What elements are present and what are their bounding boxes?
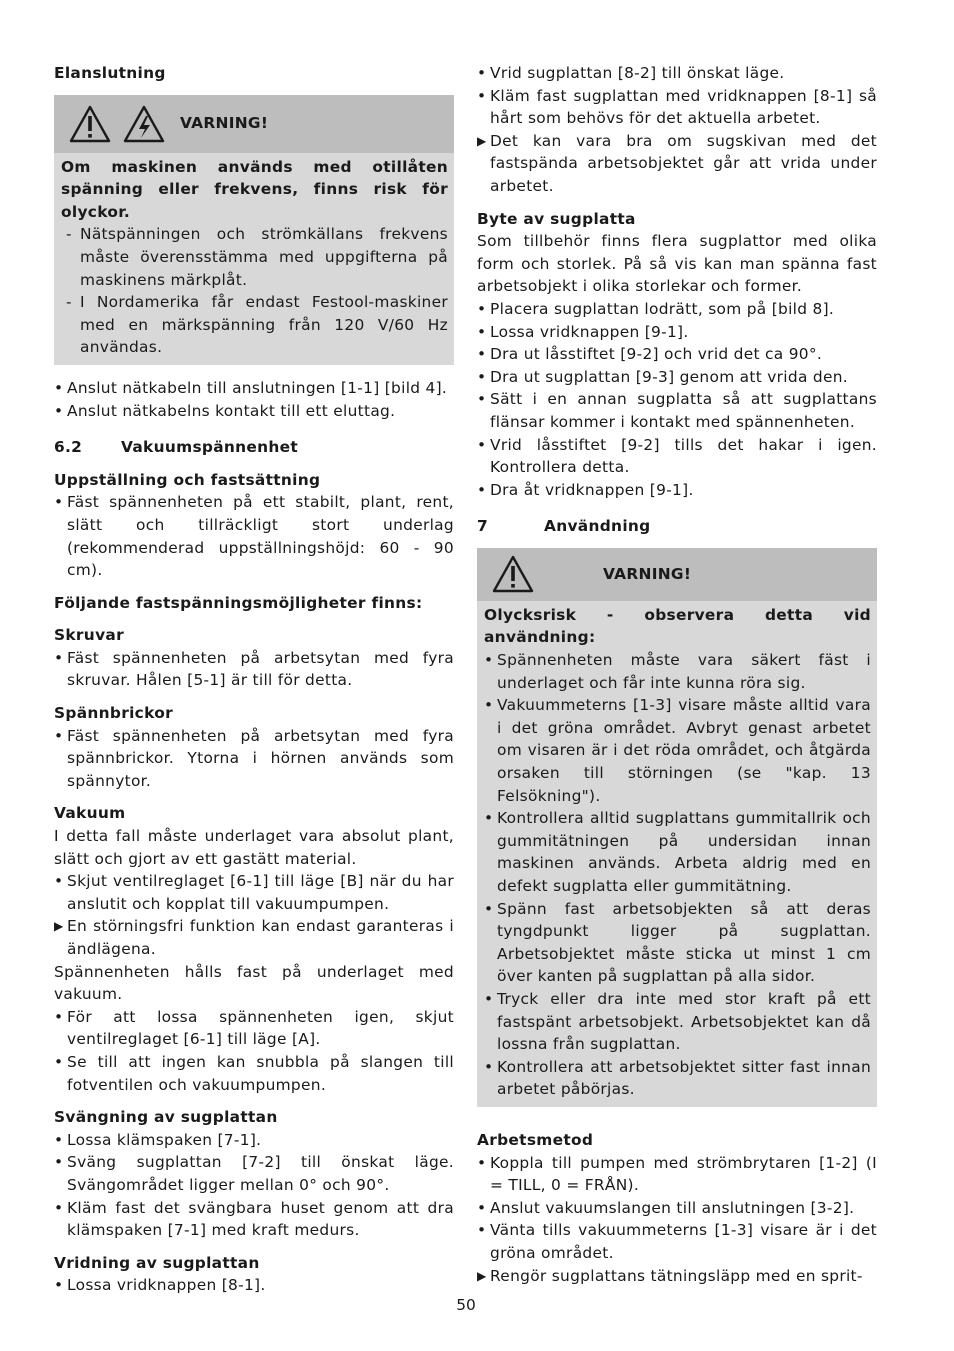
bullet-marker: • bbox=[484, 696, 494, 715]
bullet-marker: • bbox=[477, 299, 487, 318]
list-item bbox=[477, 1219, 877, 1264]
section-number: 6.2 bbox=[54, 438, 83, 457]
arrow-icon: ▶ bbox=[54, 919, 64, 934]
list-item bbox=[54, 491, 454, 581]
result-item bbox=[477, 1265, 877, 1288]
arrow-icon: ▶ bbox=[477, 1268, 487, 1283]
electric-hazard-icon bbox=[122, 104, 166, 144]
list-item-text: För att lossa spännenheten igen, skjut ventilreglaget [6-1] till läge [A]. bbox=[67, 1007, 454, 1049]
list-item-text: Fäst spännenheten på arbetsytan med fyra spännbrickor. Ytorna i hörnen används som spännytor. bbox=[67, 726, 454, 790]
section-heading-7 bbox=[477, 515, 877, 538]
warning-item bbox=[484, 649, 871, 694]
bullet-marker: • bbox=[484, 899, 494, 918]
list-item-text: Sätt i en annan sugplatta så att sugplattans flänsar kommer i kontakt med spännenheten. bbox=[490, 390, 877, 431]
list-item-text: Lossa vridknappen [9-1]. bbox=[490, 322, 689, 341]
subheading: Svängning av sugplattan bbox=[54, 1108, 278, 1127]
section-number: 7 bbox=[477, 517, 489, 536]
warning-item bbox=[61, 223, 448, 291]
list-item-text: Koppla till pumpen med strömbrytaren [1-2] (I = TILL, 0 = FRÅN). bbox=[490, 1153, 877, 1195]
list-item bbox=[54, 1129, 454, 1152]
list-item-text: Se till att ingen kan snubbla på slangen till fotventilen och vakuumpumpen. bbox=[67, 1052, 454, 1094]
paragraph: Som tillbehör finns flera sugplattor med olika form och storlek. På så vis kan man spänna fast arbetsobjekt i olika storlekar och former. bbox=[477, 232, 877, 296]
warning-header bbox=[477, 548, 877, 601]
bullet-marker: • bbox=[54, 648, 64, 667]
warning-triangle-icon bbox=[68, 104, 112, 144]
warning-item bbox=[484, 694, 871, 807]
bullet-marker: • bbox=[54, 872, 64, 891]
bullet-marker: • bbox=[484, 989, 494, 1008]
warning-item-text: Spännenheten måste vara säkert fäst i underlaget och får inte kunna röra sig. bbox=[497, 651, 871, 692]
bullet-marker: • bbox=[54, 1198, 64, 1217]
list-item-text: Placera sugplattan lodrätt, som på [bild 8]. bbox=[490, 299, 835, 318]
bullet-marker: • bbox=[477, 1153, 487, 1172]
list-item-text: Rengör sugplattans tätningsläpp med en sprit- bbox=[490, 1266, 863, 1285]
list-item-text: Anslut nätkabeln till anslutningen [1-1] [bild 4]. bbox=[67, 378, 448, 397]
list-item-text: Vrid låsstiftet [9-2] tills det hakar i igen. Kontrollera detta. bbox=[490, 435, 877, 477]
bullet-marker: • bbox=[54, 1052, 64, 1071]
list-item bbox=[477, 85, 877, 130]
warning-item bbox=[484, 988, 871, 1056]
list-item bbox=[477, 321, 877, 344]
list-item-text: En störningsfri funktion kan endast garanteras i ändlägena. bbox=[67, 917, 454, 958]
subheading: Vakuum bbox=[54, 804, 126, 823]
list-item bbox=[477, 434, 877, 479]
warning-body bbox=[54, 153, 454, 365]
result-item bbox=[54, 915, 454, 960]
list-item bbox=[54, 377, 454, 400]
list-item bbox=[477, 343, 877, 366]
warning-box-usage bbox=[477, 548, 877, 1107]
page-number: 50 bbox=[456, 1296, 476, 1314]
paragraph: I detta fall måste underlaget vara absolut plant, slätt och gjort av ett gastätt material. bbox=[54, 827, 454, 868]
list-item bbox=[54, 1006, 454, 1051]
section-title: Användning bbox=[544, 517, 651, 536]
list-item-text: Lossa klämspaken [7-1]. bbox=[67, 1130, 262, 1149]
bullet-marker: • bbox=[54, 1130, 64, 1149]
warning-item-text: Tryck eller dra inte med stor kraft på ett fastspänt arbetsobjekt. Arbetsobjektet kan då lossna från sugplattan. bbox=[497, 989, 871, 1054]
list-item-text: Anslut nätkabelns kontakt till ett eluttag. bbox=[67, 401, 396, 420]
list-item bbox=[54, 647, 454, 692]
warning-item bbox=[484, 898, 871, 988]
list-item bbox=[54, 1051, 454, 1096]
bullet-marker: • bbox=[484, 809, 494, 828]
bullet-marker: • bbox=[54, 1153, 64, 1172]
bullet-marker: • bbox=[54, 493, 64, 512]
bullet-marker: • bbox=[477, 1221, 487, 1240]
list-item bbox=[54, 870, 454, 915]
dash-marker: - bbox=[66, 225, 72, 244]
warning-intro: Om maskinen används med otillåten spänning eller frekvens, finns risk för olyckor. bbox=[61, 157, 448, 221]
warning-title: VARNING! bbox=[603, 565, 692, 584]
warning-item-text: I Nordamerika får endast Festool-maskiner med en märkspänning från 120 V/60 Hz användas. bbox=[80, 293, 448, 357]
subheading: Vridning av sugplattan bbox=[54, 1253, 260, 1272]
warning-item-text: Nätspänningen och strömkällans frekvens måste överensstämma med uppgifterna på maskinens märkplåt. bbox=[80, 225, 448, 289]
right-column bbox=[477, 62, 877, 1287]
list-item bbox=[54, 1151, 454, 1196]
list-item-text: Fäst spännenheten på ett stabilt, plant, rent, slätt och tillräckligt stort underlag (rekommenderad uppställningshöjd: 60 - 90 cm). bbox=[67, 493, 454, 580]
list-item-text: Lossa vridknappen [8-1]. bbox=[67, 1276, 266, 1295]
list-item-text: Det kan vara bra om sugskivan med det fastspända arbetsobjektet går att vrida under arbetet. bbox=[490, 131, 877, 195]
list-item bbox=[477, 479, 877, 502]
list-item-text: Dra åt vridknappen [9-1]. bbox=[490, 480, 694, 499]
subheading: Arbetsmetod bbox=[477, 1130, 594, 1149]
list-item-text: Kläm fast det svängbara huset genom att dra klämspaken [7-1] med kraft medurs. bbox=[67, 1198, 454, 1240]
warning-item-text: Kontrollera att arbetsobjektet sitter fast innan arbetet påbörjas. bbox=[497, 1057, 871, 1099]
warning-item bbox=[61, 291, 448, 359]
list-item bbox=[54, 1274, 454, 1297]
list-item bbox=[477, 1152, 877, 1197]
list-item-text: Kläm fast sugplattan med vridknappen [8-1] så hårt som behövs för det aktuella arbetet. bbox=[490, 86, 877, 128]
list-item bbox=[477, 366, 877, 389]
bullet-marker: • bbox=[54, 726, 64, 745]
list-item-text: Fäst spännenheten på arbetsytan med fyra skruvar. Hålen [5-1] är till för detta. bbox=[67, 648, 454, 690]
list-item-text: Anslut vakuumslangen till anslutningen [3-2]. bbox=[490, 1198, 855, 1217]
warning-item bbox=[484, 807, 871, 897]
section-title: Vakuumspännenhet bbox=[121, 438, 299, 457]
warning-body bbox=[477, 601, 877, 1107]
list-item bbox=[477, 62, 877, 85]
list-item-text: Dra ut sugplattan [9-3] genom att vrida den. bbox=[490, 367, 848, 386]
dash-marker: - bbox=[66, 293, 72, 312]
result-item bbox=[477, 130, 877, 198]
bullet-marker: • bbox=[477, 345, 487, 364]
list-item-text: Dra ut låsstiftet [9-2] och vrid det ca 90°. bbox=[490, 345, 823, 364]
elanslutning-heading: Elanslutning bbox=[54, 64, 166, 82]
bullet-marker: • bbox=[477, 480, 487, 499]
arrow-icon: ▶ bbox=[477, 133, 487, 148]
bullet-marker: • bbox=[477, 64, 487, 82]
subheading: Spännbrickor bbox=[54, 704, 173, 723]
bullet-marker: • bbox=[484, 651, 494, 670]
subheading: Uppställning och fastsättning bbox=[54, 470, 321, 489]
section-heading-6-2 bbox=[54, 436, 454, 459]
bullet-marker: • bbox=[477, 1198, 487, 1217]
list-item bbox=[54, 1197, 454, 1242]
bullet-marker: • bbox=[477, 86, 487, 105]
list-item bbox=[477, 298, 877, 321]
list-item-text: Skjut ventilreglaget [6-1] till läge [B] när du har anslutit och kopplat till vakuumpumpen. bbox=[67, 872, 454, 913]
bullet-marker: • bbox=[54, 1007, 64, 1026]
warning-item-text: Vakuummeterns [1-3] visare måste alltid vara i det gröna området. Avbryt genast arbetet om visaren är i det röda området, och åtgärda orsaken till störningen (se "kap. 13 Felsökning"). bbox=[497, 696, 871, 805]
paragraph: Spännenheten hålls fast på underlaget med vakuum. bbox=[54, 962, 454, 1004]
left-column bbox=[54, 62, 454, 1297]
subheading: Följande fastspänningsmöjligheter finns: bbox=[54, 593, 423, 612]
bullet-marker: • bbox=[477, 367, 487, 386]
list-item bbox=[477, 388, 877, 433]
warning-item-text: Kontrollera alltid sugplattans gummitallrik och gummitätningen på undersidan innan maskinen används. Arbeta aldrig med en defekt sugplatta eller gummitätning. bbox=[497, 809, 871, 895]
bullet-marker: • bbox=[477, 390, 487, 409]
warning-item-text: Spänn fast arbetsobjekten så att deras tyngdpunkt ligger på sugplattan. Arbetsobjektet måste sticka ut minst 1 cm över kanten på sugplattan på alla sidor. bbox=[497, 899, 871, 986]
warning-item bbox=[484, 1056, 871, 1101]
warning-intro: Olycksrisk - observera detta vid användning: bbox=[484, 605, 871, 647]
list-item-text: Vänta tills vakuummeterns [1-3] visare är i det gröna området. bbox=[490, 1221, 877, 1262]
list-item bbox=[54, 725, 454, 793]
list-item bbox=[54, 400, 454, 423]
list-item bbox=[477, 1197, 877, 1220]
warning-header bbox=[54, 95, 454, 153]
bullet-marker: • bbox=[54, 378, 64, 397]
bullet-marker: • bbox=[54, 401, 64, 420]
bullet-marker: • bbox=[484, 1057, 494, 1076]
bullet-marker: • bbox=[477, 435, 487, 454]
warning-triangle-icon bbox=[491, 554, 535, 594]
bullet-marker: • bbox=[477, 322, 487, 341]
subheading: Skruvar bbox=[54, 626, 124, 645]
list-item-text: Sväng sugplattan [7-2] till önskat läge. Svängområdet ligger mellan 0° och 90°. bbox=[67, 1153, 454, 1194]
warning-title: VARNING! bbox=[180, 114, 269, 133]
warning-box-electrical bbox=[54, 95, 454, 365]
list-item-text: Vrid sugplattan [8-2] till önskat läge. bbox=[490, 64, 785, 82]
subheading: Byte av sugplatta bbox=[477, 209, 636, 228]
bullet-marker: • bbox=[54, 1276, 64, 1295]
